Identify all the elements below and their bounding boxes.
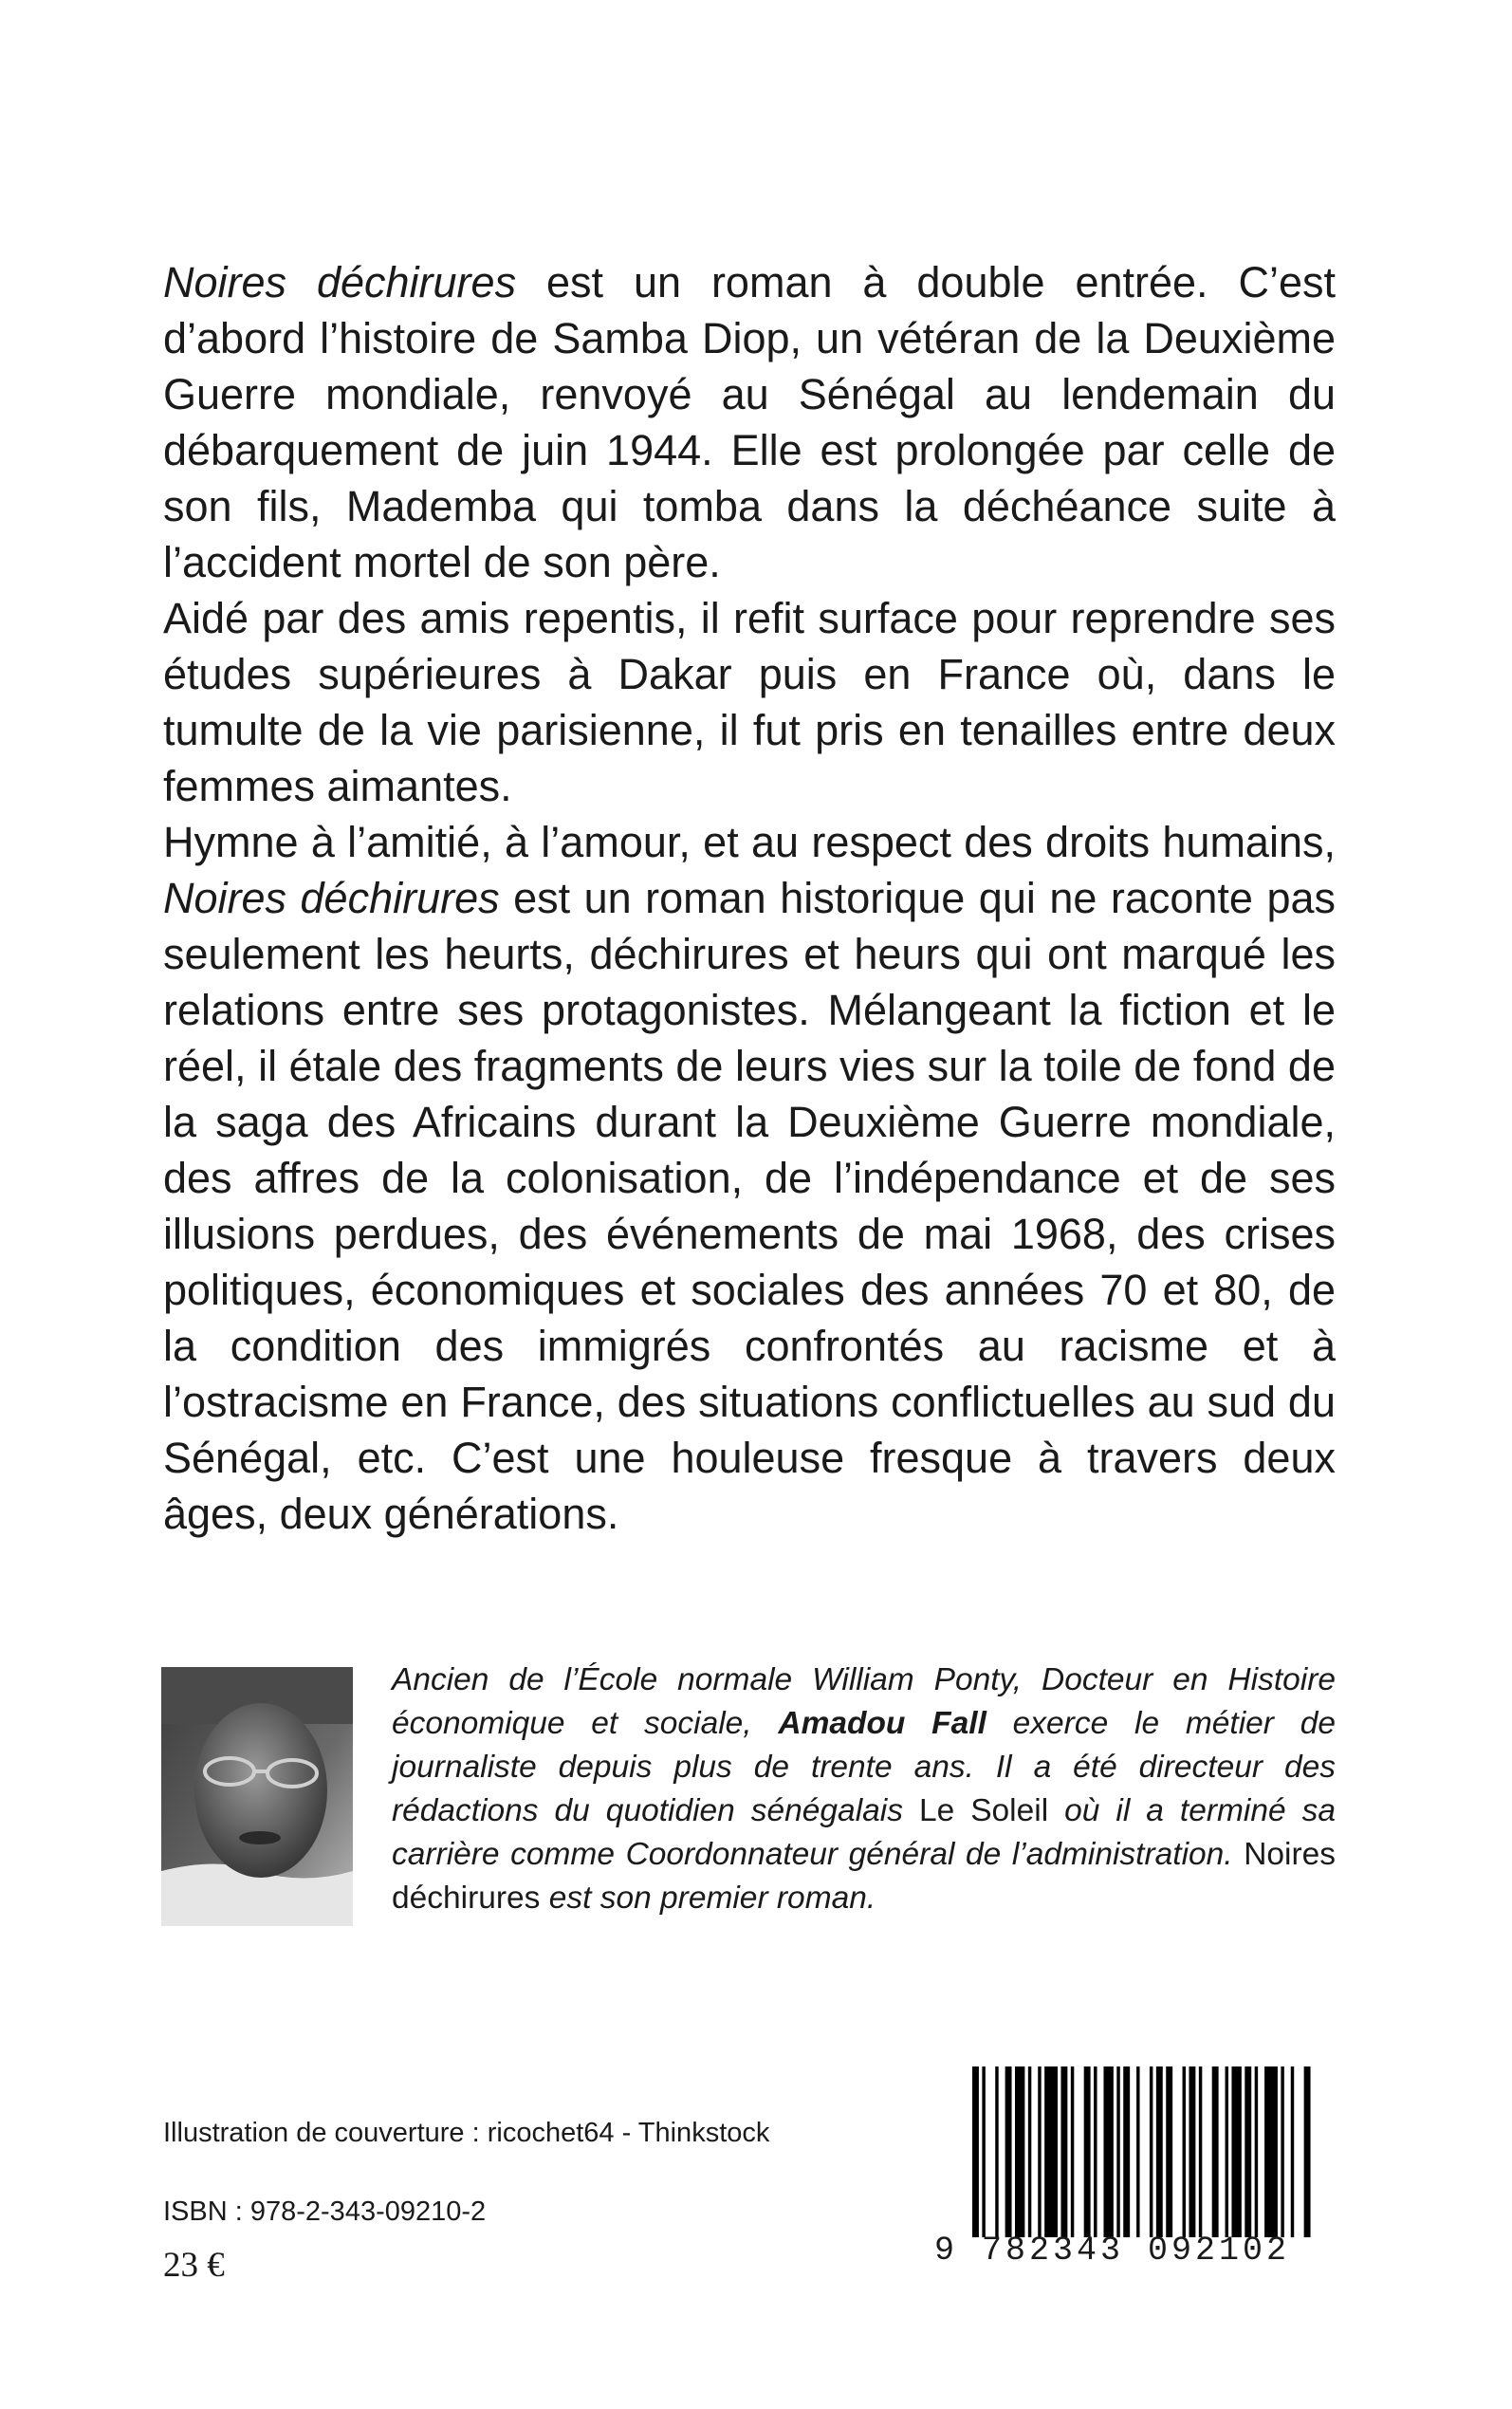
book-title: Noires déchirures [163,258,517,306]
barcode-bar [1212,2066,1219,2237]
barcode-bar [1264,2066,1278,2237]
barcode-bar [1094,2066,1097,2237]
barcode-bar [972,2066,979,2237]
barcode [934,2066,1314,2273]
barcode-bar [1150,2066,1152,2237]
barcode-bar [1060,2066,1067,2237]
book-title: Noires déchirures [163,874,500,922]
barcode-bar [1084,2066,1091,2237]
barcode-bar [1304,2066,1311,2237]
blurb-paragraph-3: Hymne à l’amitié, à l’amour, et au respect des droits humains, Noires déchirures est un roman historique qui ne raconte pas seulement les heurts, déchirures et heurs qui ont marqué les relations entre ses protagonistes. Mélangeant la fiction et le réel, il étale des fragments de leurs vies sur la toile de fond de la saga des Africains durant la Deuxième Guerre mondiale, des affres de la colonisation, de l’indépendance et de ses illusions perdues, des événements de mai 1968, des crises politiques, économiques et sociales des années 70 et 80, de la condition des immigrés confrontés au racisme et à l’ostracisme en France, des situations conflictuelles au sud du Sénégal, etc. C’est une houleuse fresque à travers deux âges, deux générations. [163,818,1336,1538]
author-bio: Ancien de l’École normale William Ponty, Docteur en Histoire économique et sociale, Amadou Fall exerce le métier de journaliste depuis plus de trente ans. Il a été directeur des rédactions du quotidien sénégalais Le Soleil où il a terminé sa carrière comme Coordonnateur général de l’administration. Noires déchirures est son premier roman. [392,1662,1337,1916]
barcode-bar [1044,2066,1058,2237]
barcode-bar [1015,2066,1024,2237]
barcode-bar [1231,2066,1241,2237]
blurb-paragraph-2: Aidé par des amis repentis, il refit surface pour reprendre ses études supérieures à Dakar puis en France où, dans le tumulte de la vie parisienne, il fut pris en tenailles entre deux femmes aimantes. [163,594,1336,810]
barcode-bars [972,2066,1314,2237]
barcode-bar [982,2066,985,2237]
barcode-bar [1028,2066,1031,2237]
barcode-bar [1183,2066,1186,2237]
barcode-bar [1166,2066,1172,2237]
barcode-bar [1136,2066,1139,2237]
price: 23 € [163,2246,225,2285]
back-cover-blurb [163,254,1336,1542]
barcode-bar [1116,2066,1119,2237]
barcode-bar [1038,2066,1041,2237]
barcode-bar [1291,2066,1294,2237]
book-title: Noires déchirures [392,1837,1337,1916]
barcode-bar [995,2066,998,2237]
barcode-bar [1123,2066,1130,2237]
barcode-bar [1255,2066,1258,2237]
barcode-bar [1245,2066,1251,2237]
cover-illustration-credit: Illustration de couverture : ricochet64 - Thinkstock [163,2118,770,2148]
barcode-bar [1156,2066,1163,2237]
author-name: Amadou Fall [778,1706,986,1741]
newspaper-name: Le Soleil [918,1793,1049,1828]
barcode-bar [1226,2066,1228,2237]
barcode-bar [1071,2066,1074,2237]
barcode-digits: 9 782343 092102 [934,2232,1291,2270]
isbn: ISBN : 978-2-343-09210-2 [163,2196,487,2227]
barcode-bar [1103,2066,1113,2237]
barcode-bar [1005,2066,1012,2237]
blurb-paragraph-1: Noires déchirures est un roman à double entrée. C’est d’abord l’histoire de Samba Diop, un vétéran de la Deuxième Guerre mondiale, renvoyé au Sénégal au lendemain du débarquement de juin 1944. Elle est prolongée par celle de son fils, Mademba qui tomba dans la déchéance suite à l’accident mortel de son père. [163,258,1337,586]
author-photo [161,1667,353,1926]
barcode-bar [1281,2066,1283,2237]
barcode-bar [1189,2066,1195,2237]
barcode-bar [1199,2066,1202,2237]
